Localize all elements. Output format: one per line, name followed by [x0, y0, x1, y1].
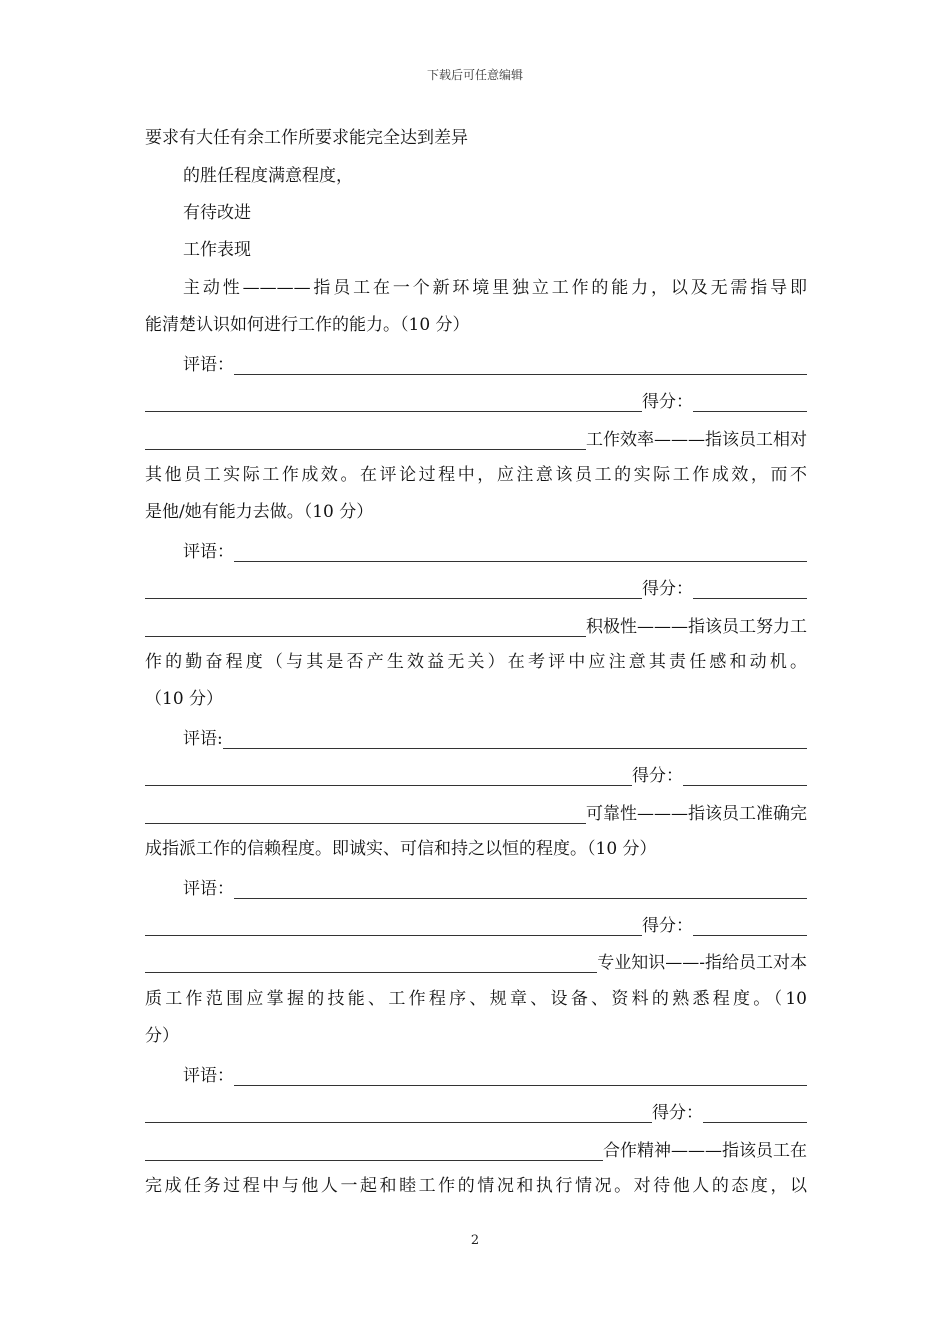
comment-underline[interactable] [234, 544, 807, 562]
comment-underline[interactable] [234, 881, 807, 899]
intro-line-1: 要求有大任有余工作所要求能完全达到差异 [145, 128, 468, 148]
score-underline[interactable] [693, 394, 807, 412]
section-knowledge-desc-1: 质工作范围应掌握的技能、工作程序、规章、设备、资料的熟悉程度。（10 [145, 989, 807, 1009]
section-diligence-desc-1: 作的勤奋程度（与其是否产生效益无关）在考评中应注意其责任感和动机。 [145, 652, 807, 672]
comment-underline[interactable] [234, 1068, 807, 1086]
section-efficiency-title: 工作效率———指该员工相对 [586, 430, 807, 450]
section-diligence-title: 积极性———指该员工努力工 [586, 617, 807, 637]
comment-underline[interactable] [145, 1105, 652, 1123]
comment-label: 评语: [183, 729, 223, 749]
efficiency-comment-field[interactable] [183, 540, 807, 562]
page-header: 下载后可任意编辑 [426, 68, 523, 82]
score-label: 得分： [642, 392, 693, 412]
score-label: 得分： [652, 1103, 703, 1123]
comment-underline[interactable] [145, 955, 597, 973]
intro-line-3: 有待改进 [183, 203, 251, 223]
score-label: 得分： [642, 579, 693, 599]
reliability-score-field[interactable] [145, 914, 807, 936]
intro-line-2: 的胜任程度满意程度， [183, 166, 353, 186]
diligence-score-field[interactable] [145, 764, 807, 786]
section-knowledge-title-line [145, 951, 807, 973]
section-efficiency-desc-2: 是他/她有能力去做。（10 分） [145, 502, 374, 522]
intro-line-4: 工作表现 [183, 240, 251, 260]
initiative-score-field[interactable] [145, 390, 807, 412]
page-number: 2 [470, 1233, 480, 1248]
comment-underline[interactable] [145, 768, 632, 786]
diligence-comment-field[interactable] [183, 727, 807, 749]
comment-underline[interactable] [145, 432, 586, 450]
section-efficiency-title-line [145, 428, 807, 450]
section-reliability-desc: 成指派工作的信赖程度。即诚实、可信和持之以恒的程度。（10 分） [145, 839, 657, 859]
section-reliability-title: 可靠性———指该员工准确完 [586, 804, 807, 824]
section-knowledge-title: 专业知识——-指给员工对本 [597, 953, 807, 973]
comment-underline[interactable] [145, 619, 586, 637]
section-knowledge-desc-2: 分） [145, 1026, 179, 1046]
comment-underline[interactable] [145, 1143, 603, 1161]
section-initiative-title: 主动性————指员工在一个新环境里独立工作的能力，以及无需指导即 [183, 278, 807, 298]
comment-underline[interactable] [145, 806, 586, 824]
comment-underline[interactable] [234, 357, 807, 375]
score-label: 得分： [642, 916, 693, 936]
score-underline[interactable] [693, 581, 807, 599]
score-underline[interactable] [693, 918, 807, 936]
section-diligence-desc-2: （10 分） [145, 689, 224, 709]
score-underline[interactable] [703, 1105, 807, 1123]
section-teamwork-desc: 完成任务过程中与他人一起和睦工作的情况和执行情况。对待他人的态度，以 [145, 1176, 807, 1196]
comment-label: 评语： [183, 355, 234, 375]
reliability-comment-field[interactable] [183, 877, 807, 899]
section-reliability-title-line [145, 802, 807, 824]
comment-underline[interactable] [145, 581, 642, 599]
section-initiative-desc: 能清楚认识如何进行工作的能力。（10 分） [145, 315, 470, 335]
comment-underline[interactable] [145, 918, 642, 936]
section-diligence-title-line [145, 615, 807, 637]
score-label: 得分： [632, 766, 683, 786]
comment-label: 评语： [183, 542, 234, 562]
section-teamwork-title-line [145, 1139, 807, 1161]
section-efficiency-desc-1: 其他员工实际工作成效。在评论过程中，应注意该员工的实际工作成效，而不 [145, 465, 807, 485]
knowledge-score-field[interactable] [145, 1101, 807, 1123]
initiative-comment-field[interactable] [183, 353, 807, 375]
comment-label: 评语： [183, 1066, 234, 1086]
efficiency-score-field[interactable] [145, 577, 807, 599]
comment-underline[interactable] [223, 731, 807, 749]
comment-underline[interactable] [145, 394, 642, 412]
score-underline[interactable] [683, 768, 807, 786]
section-teamwork-title: 合作精神———指该员工在 [603, 1141, 807, 1161]
knowledge-comment-field[interactable] [183, 1064, 807, 1086]
comment-label: 评语： [183, 879, 234, 899]
